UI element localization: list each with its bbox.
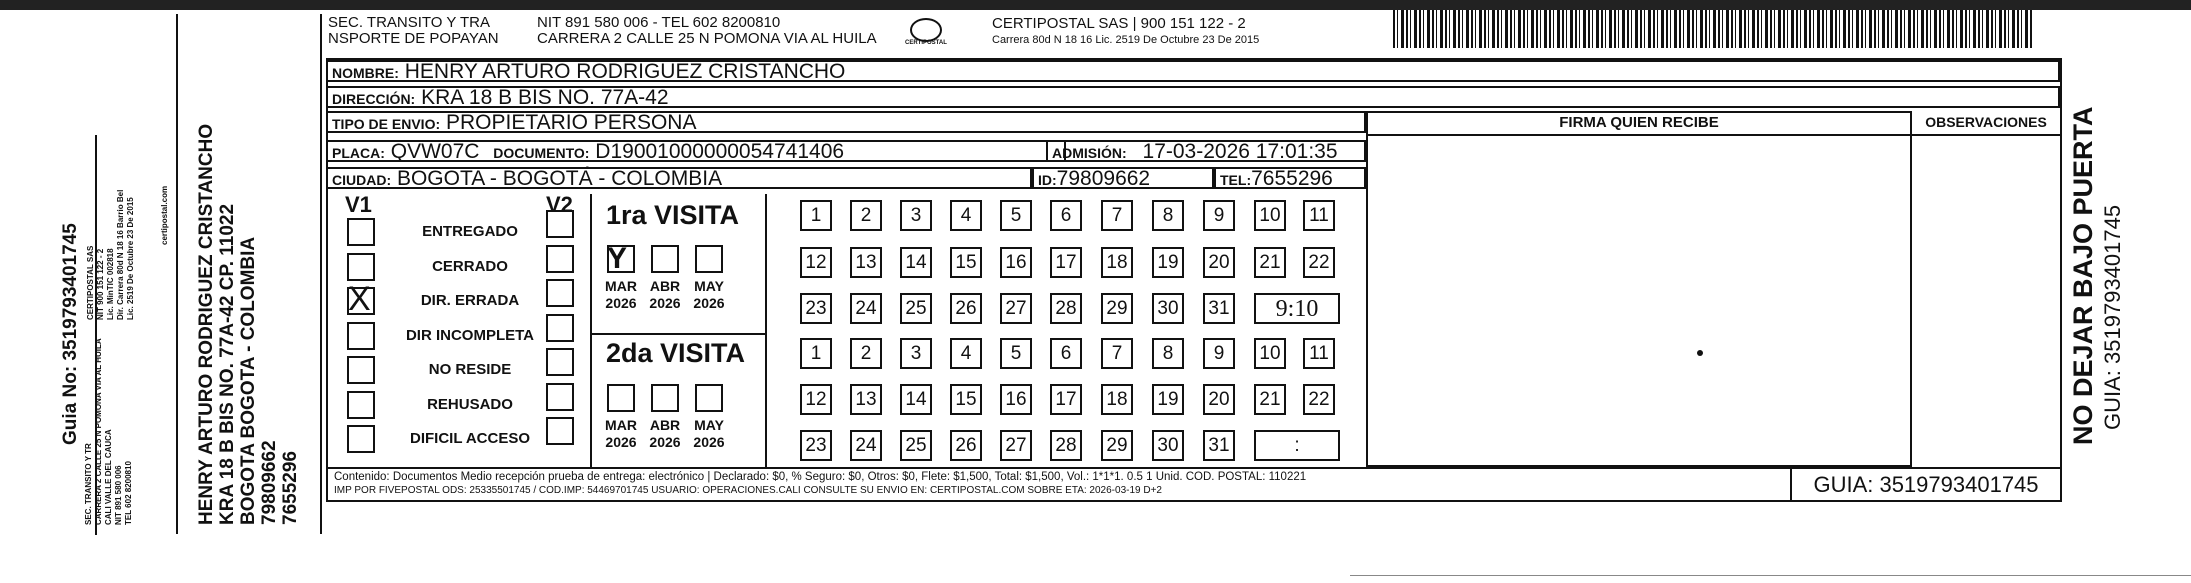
day-cell[interactable]: 8 [1152,338,1184,369]
v1-checkbox[interactable] [347,356,375,384]
day-cell[interactable]: 24 [850,293,882,324]
month-label: MAY 2026 [693,278,725,311]
day-cell[interactable]: 10 [1254,338,1286,369]
barcode [1393,10,2033,48]
v1-label: V1 [345,192,372,217]
guia-right-vertical: GUIA: 3519793401745 [2100,204,2125,430]
admision-box: ADMISIÓN: 17-03-2026 17:01:35 [1046,140,1366,162]
visit1-title: 1ra VISITA [606,200,740,230]
day-cell[interactable]: 25 [900,293,932,324]
month-label: MAR 2026 [605,278,637,311]
day-cell[interactable]: 19 [1152,384,1184,415]
firma-header-line [1366,134,2062,136]
observaciones-label: OBSERVACIONES [1925,114,2047,130]
day-cell[interactable]: 25 [900,430,932,461]
visit-divider [765,194,767,468]
visit2-time: : [1254,430,1340,461]
day-cell[interactable]: 7 [1101,200,1133,231]
day-cell[interactable]: 16 [1000,247,1032,278]
day-cell[interactable]: 11 [1303,200,1335,231]
month-label: MAR 2026 [605,417,637,450]
status-divider [590,194,592,468]
month-label: MAY 2026 [693,417,725,450]
day-cell[interactable]: 28 [1050,430,1082,461]
status-label: REHUSADO [427,395,513,413]
bottom-faint-line [1350,575,2191,576]
no-dejar-vertical: NO DEJAR BAJO PUERTA [2068,106,2098,445]
day-cell[interactable]: 6 [1050,200,1082,231]
day-cell[interactable]: 17 [1050,384,1082,415]
day-cell[interactable]: 28 [1050,293,1082,324]
day-cell[interactable]: 2 [850,200,882,231]
day-cell[interactable]: 23 [800,293,832,324]
x-mark-dir-errada: X [348,280,371,318]
day-cell[interactable]: 6 [1050,338,1082,369]
v2-checkbox[interactable] [546,348,574,376]
v2-label: V2 [546,192,573,217]
day-cell[interactable]: 21 [1254,247,1286,278]
day-cell[interactable]: 12 [800,247,832,278]
day-cell[interactable]: 22 [1303,384,1335,415]
day-cell[interactable]: 5 [1000,200,1032,231]
month-checkbox[interactable] [651,245,679,273]
day-cell[interactable]: 27 [1000,430,1032,461]
status-label: DIFICIL ACCESO [409,430,530,447]
stub-courier: CERTIPOSTAL SAS NIT 900 151 122 - 2 Lic. MinTIC 002818 Dir. Carrera 80d N 18 16 Barrio Bel Lic. 2519 De Octubre 23 De 2015 [86,189,135,320]
status-label: ENTREGADO [422,223,518,240]
placa-documento-row: PLACA: QVW07C DOCUMENTO: D19001000000054741406 [326,140,1066,162]
day-cell[interactable]: 11 [1303,338,1335,369]
header-sender: SEC. TRANSITO Y TRA NSPORTE DE POPAYAN [328,14,499,47]
direccion-row: DIRECCIÓN: KRA 18 B BIS NO. 77A-42 [326,86,2060,108]
v1-checkbox[interactable] [347,253,375,281]
day-cell[interactable]: 20 [1203,384,1235,415]
day-cell[interactable]: 31 [1203,293,1235,324]
day-cell[interactable]: 7 [1101,338,1133,369]
v2-checkbox[interactable] [546,245,574,273]
day-cell[interactable]: 9 [1203,200,1235,231]
day-cell[interactable]: 26 [950,430,982,461]
status-label: DIR. ERRADA [420,292,520,309]
firma-label: FIRMA QUIEN RECIBE [1559,114,1719,131]
id-box: ID:79809662 [1032,167,1214,189]
v2-checkbox[interactable] [546,210,574,238]
v2-checkbox[interactable] [546,314,574,342]
day-cell[interactable]: 13 [850,247,882,278]
check-mark-mar: Y [607,242,628,275]
guia-vertical: Guia No: 3519793401745 [60,223,81,445]
v1-checkbox[interactable] [347,218,375,246]
top-border [0,0,2191,10]
v1-checkbox[interactable] [347,425,375,453]
v2-checkbox[interactable] [546,417,574,445]
visit1-time: 9:10 [1254,293,1340,324]
v2-checkbox[interactable] [546,383,574,411]
stub-divider-3 [320,14,322,534]
day-cell[interactable]: 12 [800,384,832,415]
day-cell[interactable]: 21 [1254,384,1286,415]
tipo-row: TIPO DE ENVIO: PROPIETARIO PERSONA [326,111,1366,133]
month-label: ABR 2026 [649,417,681,450]
footer-text: Contenido: Documentos Medio recepción prueba de entrega: electrónico | Declarado: $0, % Seguro: $0, Otros: $0, Flete: $1,500, Total: $1,500, Vol.: 1*1*1. 0.5 1 Unid. COD. POSTAL: 110221 IMP POR FIVEPOSTAL ODS: 25335501745 / COD.IMP: 54469701745 USUARIO: OPERACIONES.CALI CONSULTE SU ENVIO EN: CERTIPOSTAL.COM SOBRE ETA: 2026-03-19 D+2 [334,471,1307,496]
day-cell[interactable]: 15 [950,384,982,415]
stub-sender: SEC. TRANSITO Y TR CARRERA 2 CALLE 25 N POMONA VIA AL HUILA CALI VALLE DEL CAUCA NIT 891 580 006 TEL 602 8200810 [84,338,133,525]
day-cell[interactable]: 27 [1000,293,1032,324]
day-cell[interactable]: 17 [1050,247,1082,278]
v1-checkbox[interactable] [347,322,375,350]
day-cell[interactable]: 29 [1101,430,1133,461]
month-checkbox[interactable] [695,384,723,412]
header-sender-info: NIT 891 580 006 - TEL 602 8200810 CARRERA 2 CALLE 25 N POMONA VIA AL HUILA [537,14,877,47]
day-cell[interactable]: 1 [800,200,832,231]
tel-box: TEL:7655296 [1214,167,1366,189]
day-cell[interactable]: 14 [900,247,932,278]
day-cell[interactable]: 23 [800,430,832,461]
status-label: CERRADO [432,257,508,275]
stub-divider-2 [176,14,178,534]
day-cell[interactable]: 22 [1303,247,1335,278]
month-checkbox[interactable] [695,245,723,273]
courier-logo-text: CERTIPOSTAL [905,40,947,46]
day-cell[interactable]: 19 [1152,247,1184,278]
day-cell[interactable]: 4 [950,200,982,231]
month-checkbox[interactable] [607,384,635,412]
day-cell[interactable]: 8 [1152,200,1184,231]
day-cell[interactable]: 16 [1000,384,1032,415]
month-label: ABR 2026 [649,278,681,311]
day-cell[interactable]: 5 [1000,338,1032,369]
day-cell[interactable]: 18 [1101,247,1133,278]
ciudad-row: CIUDAD: BOGOTA - BOGOTÁ - COLOMBIA [326,167,1032,189]
day-cell[interactable]: 31 [1203,430,1235,461]
day-cell[interactable]: 14 [900,384,932,415]
guia-box: GUIA: 3519793401745 [1813,472,2039,497]
header-courier: CERTIPOSTAL SAS | 900 151 122 - 2 Carrera 80d N 18 16 Lic. 2519 De Octubre 23 De 2015 [992,15,1260,46]
day-cell[interactable]: 24 [850,430,882,461]
day-cell[interactable]: 3 [900,338,932,369]
day-cell[interactable]: 9 [1203,338,1235,369]
day-cell[interactable]: 1 [800,338,832,369]
month-checkbox[interactable] [651,384,679,412]
day-cell[interactable]: 3 [900,200,932,231]
v1-checkbox[interactable] [347,391,375,419]
day-cell[interactable]: 15 [950,247,982,278]
day-cell[interactable]: 4 [950,338,982,369]
day-cell[interactable]: 2 [850,338,882,369]
status-label: NO RESIDE [428,361,512,378]
day-cell[interactable]: 18 [1101,384,1133,415]
visit2-title: 2da VISITA [606,338,746,368]
day-cell[interactable]: 30 [1152,293,1184,324]
signature-mark [1697,350,1703,356]
visit-separator [590,333,766,335]
day-cell[interactable]: 30 [1152,430,1184,461]
day-cell[interactable]: 26 [950,293,982,324]
nombre-row: NOMBRE: HENRY ARTURO RODRIGUEZ CRISTANCHO [326,60,2060,82]
v2-checkbox[interactable] [546,279,574,307]
courier-logo-icon [910,18,942,42]
status-label: DIR INCOMPLETA [405,326,535,344]
day-cell[interactable]: 29 [1101,293,1133,324]
day-cell[interactable]: 13 [850,384,882,415]
stub-site: certipostal.com [160,185,169,245]
day-cell[interactable]: 20 [1203,247,1235,278]
footer-line [326,467,2062,469]
firma-box [1366,111,1912,467]
day-cell[interactable]: 10 [1254,200,1286,231]
stub-recipient: HENRY ARTURO RODRIGUEZ CRISTANCHO KRA 18 B BIS NO. 77A-42 CP. 11022 BOGOTA BOGOTA - COLOMBIA 79809662 7655296 [196,123,301,525]
